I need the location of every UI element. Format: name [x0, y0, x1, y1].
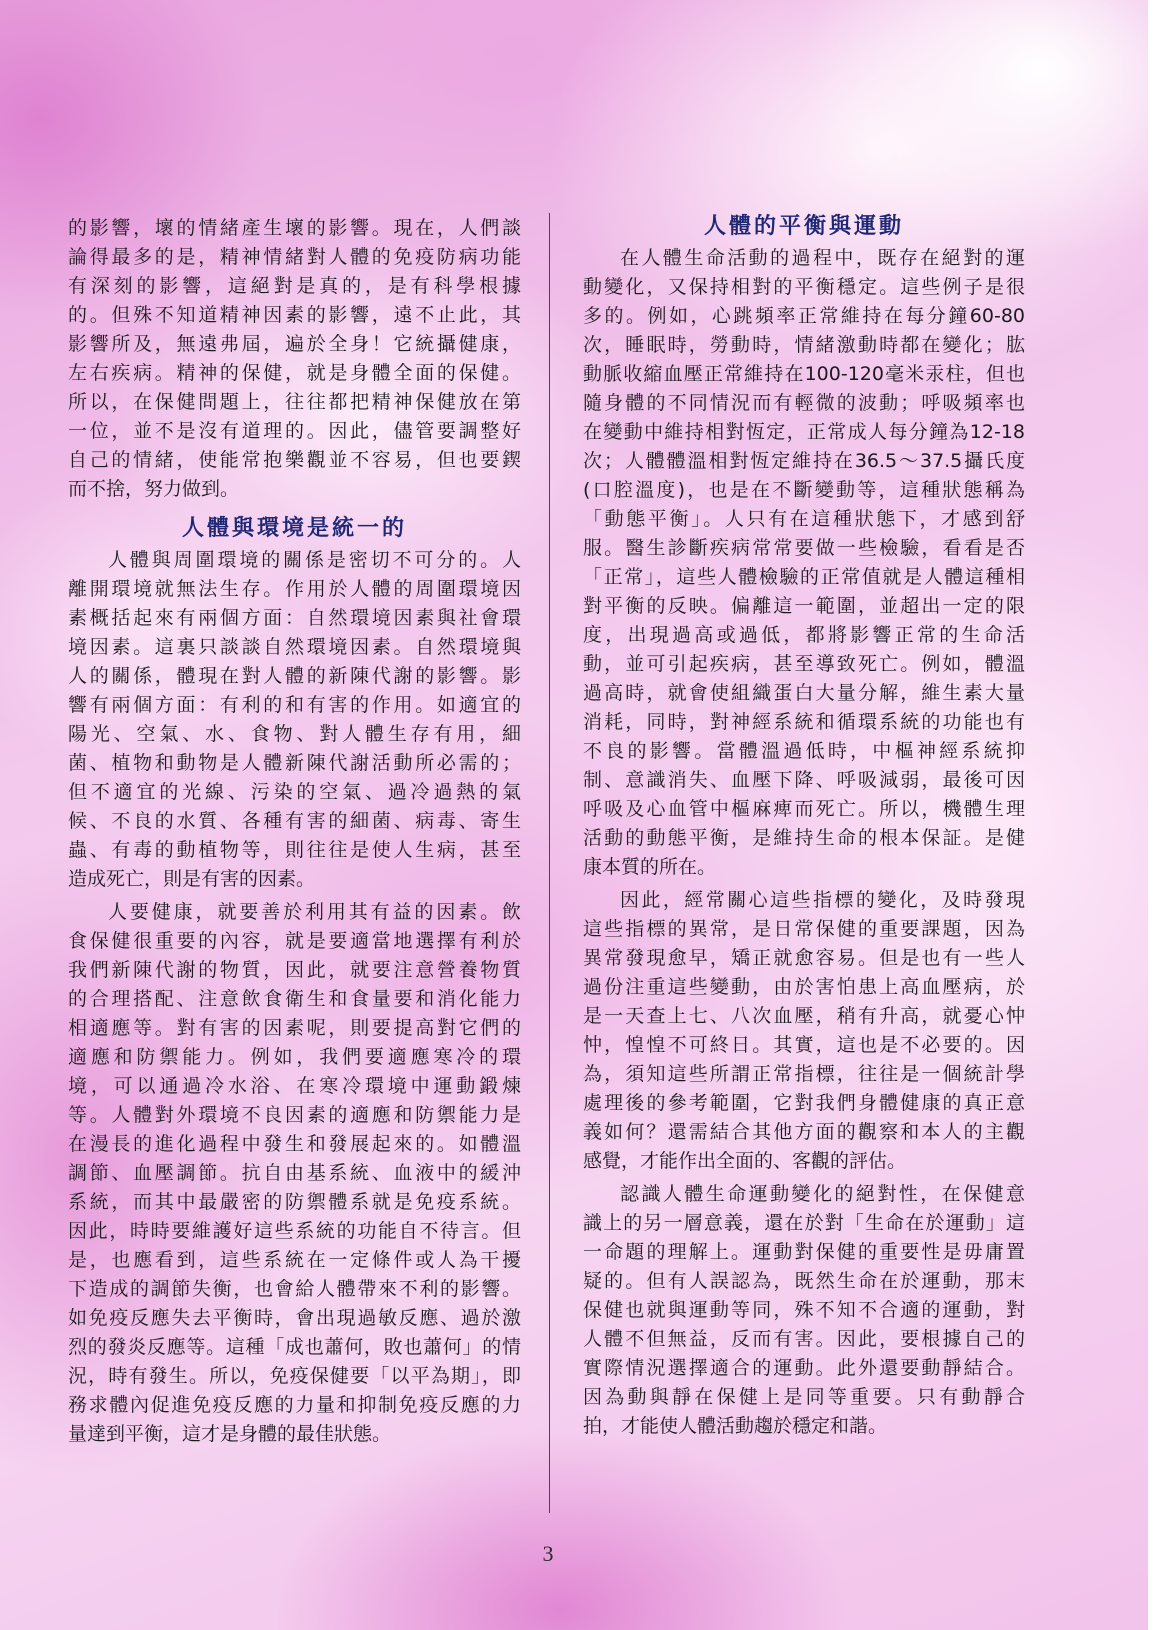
- text-line: 如免疫反應失去平衡時，會出現過敏反應、過於激: [68, 1307, 521, 1329]
- section-heading: 人體的平衡與運動: [703, 213, 904, 239]
- text-line: 「正常」，這些人體檢驗的正常值就是人體這種相: [583, 566, 1025, 588]
- text-line: 量達到平衡，這才是身體的最佳狀態。: [68, 1423, 392, 1445]
- text-line: 因此，經常關心這些指標的變化，及時發現: [620, 889, 1025, 911]
- text-line: 實際情況選擇適合的運動。此外還要動靜結合。: [583, 1357, 1025, 1379]
- page-number: 3: [542, 1541, 554, 1566]
- column-divider: [549, 213, 550, 1513]
- text-line: 在漫長的進化過程中發生和發展起來的。如體溫: [68, 1133, 521, 1155]
- text-line: 的。但殊不知道精神因素的影響，遠不止此，其: [68, 304, 521, 326]
- text-line: 拍，才能使人體活動趨於穩定和諧。: [583, 1415, 888, 1437]
- text-line: 食保健很重要的內容，就是要適當地選擇有利於: [68, 930, 521, 952]
- text-line: 而不捨，努力做到。: [68, 478, 240, 500]
- text-line: 動變化，又保持相對的平衡穩定。這些例子是很: [583, 276, 1025, 298]
- text-line: 蟲、有毒的動植物等，則往往是使人生病，甚至: [68, 839, 521, 861]
- paragraph: [583, 886, 1025, 1176]
- text-line: 是，也應看到，這些系統在一定條件或人為干擾: [68, 1249, 521, 1271]
- text-line: 造成死亡，則是有害的因素。: [68, 868, 316, 890]
- text-line: 認識人體生命運動變化的絕對性，在保健意: [620, 1183, 1025, 1205]
- text-line: 但不適宜的光線、污染的空氣、過冷過熱的氣: [68, 781, 521, 803]
- text-line: 不良的影響。當體溫過低時，中樞神經系統抑: [583, 740, 1025, 762]
- text-line: 多的。例如，心跳頻率正常維持在每分鐘60-80: [583, 305, 1025, 327]
- text-line: 陽光、空氣、水、食物、對人體生存有用，細: [68, 723, 521, 745]
- text-line: 相適應等。對有害的因素呢，則要提高對它們的: [68, 1017, 521, 1039]
- text-line: 離開環境就無法生存。作用於人體的周圍環境因: [68, 578, 521, 600]
- text-line: 在人體生命活動的過程中，既存在絕對的運: [620, 247, 1025, 269]
- text-line: 動，並可引起疾病，甚至導致死亡。例如，體溫: [583, 653, 1025, 675]
- text-line: 人要健康，就要善於利用其有益的因素。飲: [108, 901, 521, 923]
- text-line: 素概括起來有兩個方面：自然環境因素與社會環: [68, 607, 521, 629]
- text-line: 論得最多的是，精神情緒對人體的免疫防病功能: [68, 246, 521, 268]
- text-line: 是一天查上七、八次血壓，稍有升高，就憂心忡: [583, 1005, 1025, 1027]
- text-line: 所以，在保健問題上，往往都把精神保健放在第: [68, 391, 521, 413]
- text-line: 人的關係，體現在對人體的新陳代謝的影響。影: [68, 665, 521, 687]
- text-line: 影響所及，無遠弗屆，遍於全身！它統攝健康，: [68, 333, 521, 355]
- text-line: 響有兩個方面：有利的和有害的作用。如適宜的: [68, 694, 521, 716]
- text-line: 適應和防禦能力。例如，我們要適應寒冷的環: [68, 1046, 521, 1068]
- text-line: 康本質的所在。: [583, 856, 717, 878]
- text-line: 隨身體的不同情況而有輕微的波動；呼吸頻率也: [583, 392, 1025, 414]
- text-line: 忡，惶惶不可終日。其實，這也是不必要的。因: [583, 1034, 1025, 1056]
- text-line: 制、意識消失、血壓下降、呼吸減弱，最後可因: [583, 769, 1025, 791]
- paragraph: [68, 546, 521, 894]
- text-line: 況，時有發生。所以，免疫保健要「以平為期」，即: [68, 1365, 521, 1387]
- text-line: 過份注重這些變動，由於害怕患上高血壓病，於: [583, 976, 1025, 998]
- text-line: 菌、植物和動物是人體新陳代謝活動所必需的；: [68, 752, 521, 774]
- text-line: 活動的動態平衡，是維持生命的根本保証。是健: [583, 827, 1025, 849]
- text-line: 調節、血壓調節。抗自由基系統、血液中的緩沖: [68, 1162, 521, 1184]
- text-line: 過高時，就會使組織蛋白大量分解，維生素大量: [583, 682, 1025, 704]
- text-line: 因為動與靜在保健上是同等重要。只有動靜合: [583, 1386, 1025, 1408]
- text-line: 境，可以通過冷水浴、在寒冷環境中運動鍛煉: [68, 1075, 521, 1097]
- text-line: 異常發現愈早，矯正就愈容易。但是也有一些人: [583, 947, 1025, 969]
- text-line: 動脈收縮血壓正常維持在100-120毫米汞柱，但也: [583, 363, 1025, 385]
- text-line: 處理後的參考範圍，它對我們身體健康的真正意: [583, 1092, 1025, 1114]
- text-line: 自己的情緒，使能常抱樂觀並不容易，但也要鍥: [68, 449, 521, 471]
- paragraph: [68, 898, 521, 1449]
- text-line: 烈的發炎反應等。這種「成也蕭何，敗也蕭何」的情: [68, 1336, 521, 1358]
- text-line: 務求體內促進免疫反應的力量和抑制免疫反應的力: [68, 1394, 521, 1416]
- text-line: 為，須知這些所謂正常指標，往往是一個統計學: [583, 1063, 1025, 1085]
- text-line: 有深刻的影響，這絕對是真的，是有科學根據: [68, 275, 521, 297]
- text-line: 識上的另一層意義，還在於對「生命在於運動」這: [583, 1212, 1025, 1234]
- text-line: 義如何？還需結合其他方面的觀察和本人的主觀: [583, 1121, 1025, 1143]
- text-line: 在變動中維持相對恆定，正常成人每分鐘為12-18: [583, 421, 1025, 443]
- right-column: [583, 208, 1025, 1441]
- paragraph: [68, 214, 521, 504]
- text-line: 度，出現過高或過低，都將影響正常的生命活: [583, 624, 1025, 646]
- text-line: 因此，時時要維護好這些系統的功能自不待言。但: [68, 1220, 521, 1242]
- text-line: 消耗，同時，對神經系統和循環系統的功能也有: [583, 711, 1025, 733]
- text-line: 的合理搭配、注意飲食衛生和食量要和消化能力: [68, 988, 521, 1010]
- text-line: 呼吸及心血管中樞麻痺而死亡。所以，機體生理: [583, 798, 1025, 820]
- text-line: 左右疾病。精神的保健，就是身體全面的保健。: [68, 362, 521, 384]
- text-line: 候、不良的水質、各種有害的細菌、病毒、寄生: [68, 810, 521, 832]
- text-line: 疑的。但有人誤認為，既然生命在於運動，那末: [583, 1270, 1025, 1292]
- text-line: 「動態平衡」。人只有在這種狀態下，才感到舒: [583, 508, 1025, 530]
- text-line: 服。醫生診斷疾病常常要做一些檢驗，看看是否: [583, 537, 1025, 559]
- text-line: 人體不但無益，反而有害。因此，要根據自己的: [583, 1328, 1025, 1350]
- text-line: 的影響，壞的情緒產生壞的影響。現在，人們談: [68, 217, 521, 239]
- text-line: 境因素。這裏只談談自然環境因素。自然環境與: [68, 636, 521, 658]
- text-line: 次；人體體溫相對恆定維持在36.5～37.5攝氏度: [583, 450, 1025, 472]
- paragraph: [583, 1180, 1025, 1441]
- text-line: 一位，並不是沒有道理的。因此，儘管要調整好: [68, 420, 521, 442]
- text-line: 等。人體對外環境不良因素的適應和防禦能力是: [68, 1104, 521, 1126]
- text-line: 這些指標的異常，是日常保健的重要課題，因為: [583, 918, 1025, 940]
- text-line: 次，睡眠時，勞動時，情緒激動時都在變化；肱: [583, 334, 1025, 356]
- text-line: 下造成的調節失衡，也會給人體帶來不利的影響。: [68, 1278, 521, 1300]
- section-heading: 人體與環境是統一的: [181, 515, 407, 541]
- text-line: (口腔溫度)，也是在不斷變動等，這種狀態稱為: [583, 479, 1025, 501]
- text-line: 對平衡的反映。偏離這一範圍，並超出一定的限: [583, 595, 1025, 617]
- text-line: 一命題的理解上。運動對保健的重要性是毋庸置: [583, 1241, 1025, 1263]
- paragraph: [583, 244, 1025, 882]
- left-column: [68, 214, 521, 1449]
- text-line: 感覺，才能作出全面的、客觀的評估。: [583, 1150, 907, 1172]
- text-line: 人體與周圍環境的關係是密切不可分的。人: [108, 549, 521, 571]
- text-line: 我們新陳代謝的物質，因此，就要注意營養物質: [68, 959, 521, 981]
- text-line: 保健也就與運動等同，殊不知不合適的運動，對: [583, 1299, 1025, 1321]
- text-line: 系統，而其中最嚴密的防禦體系就是免疫系統。: [68, 1191, 521, 1213]
